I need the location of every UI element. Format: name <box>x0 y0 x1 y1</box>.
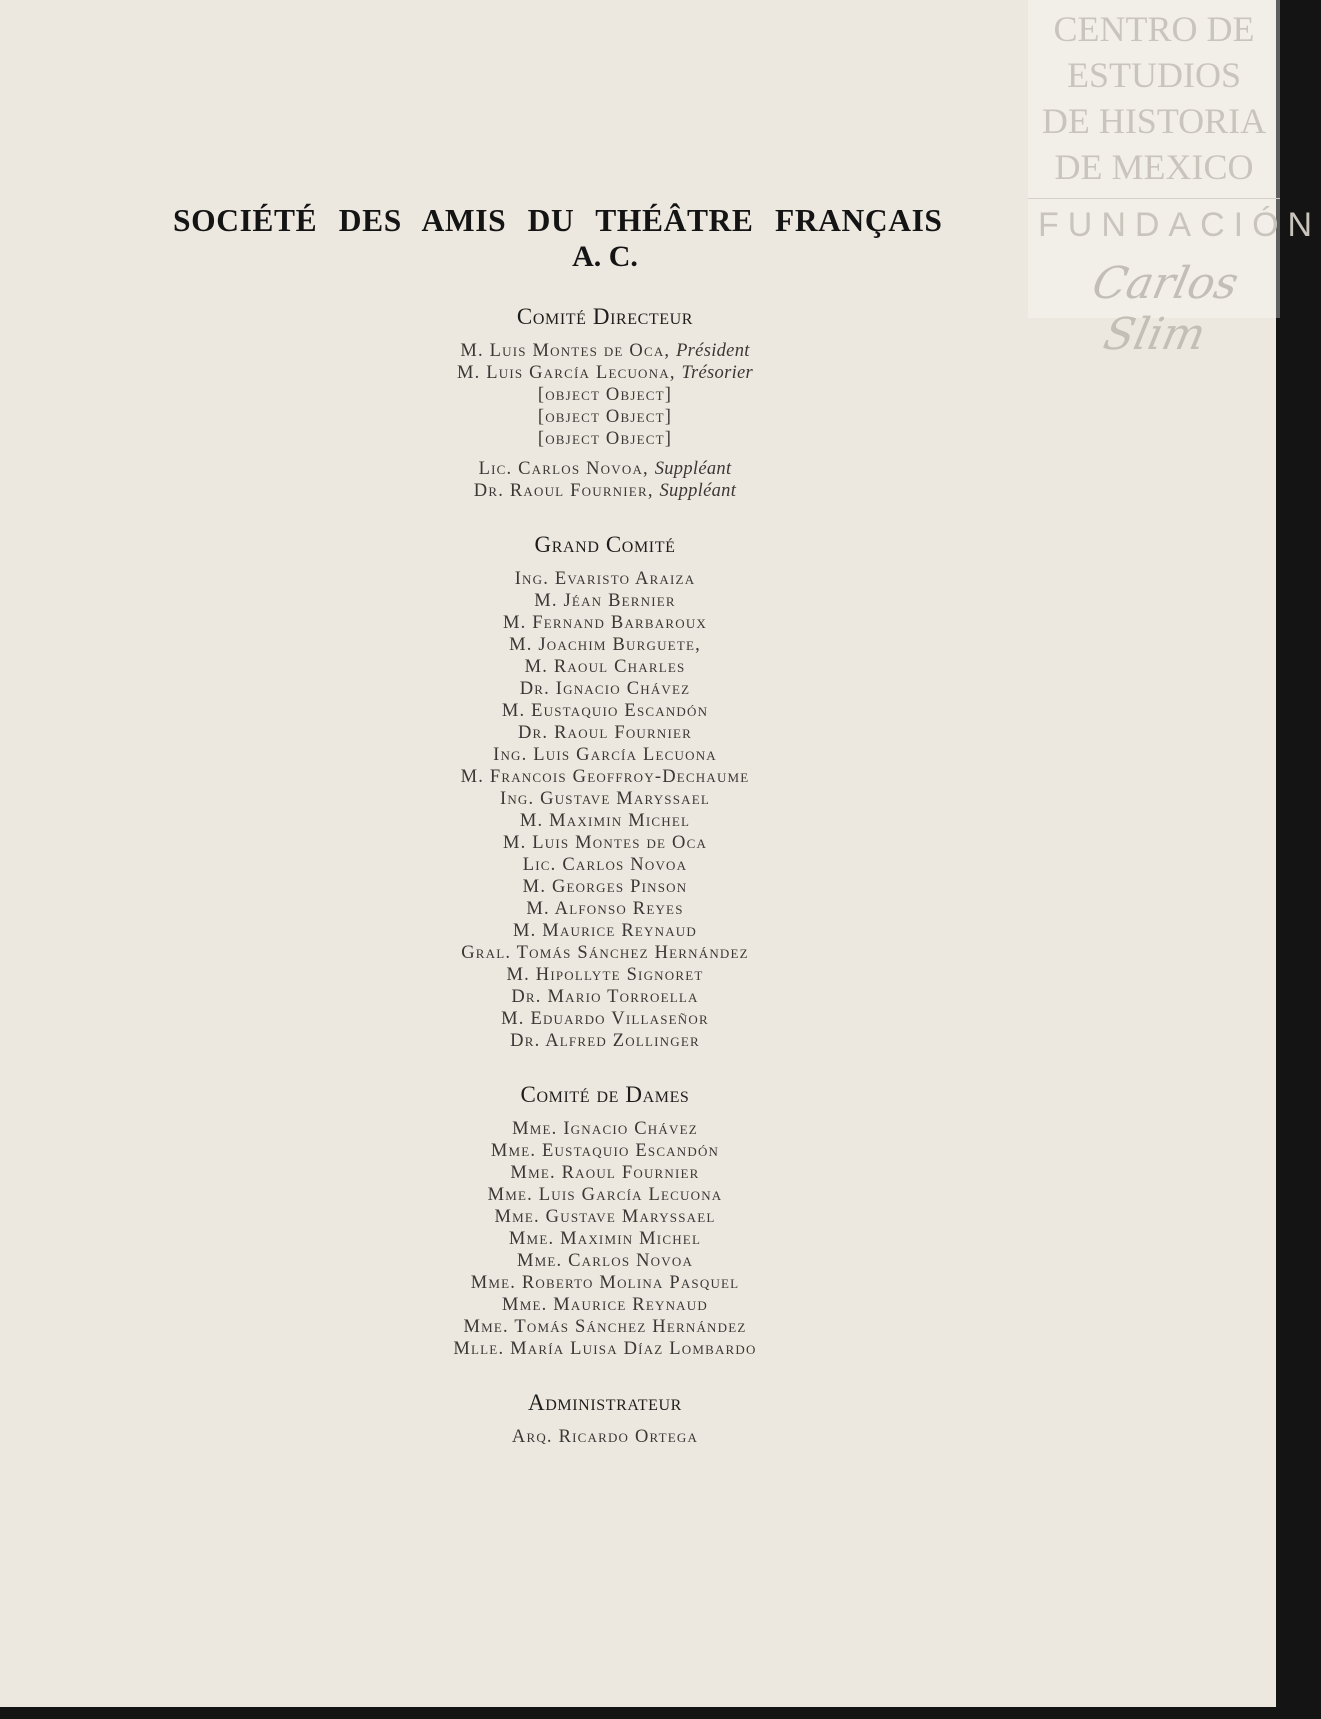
member-line <box>370 678 840 700</box>
member-role: Suppléant <box>659 481 737 501</box>
member-name: Dr. Raoul Fournier <box>517 723 693 743</box>
watermark-line: DE MEXICO <box>1054 147 1254 187</box>
member-name: M. Fernand Barbaroux <box>502 613 708 633</box>
page-title: SOCIÉTÉ DES AMIS DU THÉÂTRE FRANÇAIS <box>173 203 943 238</box>
member-line <box>370 1008 840 1030</box>
member-name: Dr. Mario Torroella <box>511 987 699 1007</box>
member-name: Mme. Gustave Maryssael <box>494 1207 716 1227</box>
member-role: Suppléant <box>654 459 732 479</box>
archive-watermark <box>1028 0 1321 360</box>
member-line <box>370 1272 840 1294</box>
watermark-line: ESTUDIOS <box>1066 55 1241 95</box>
spacer <box>370 450 840 458</box>
member-name: Lic. Carlos Novoa <box>522 855 688 875</box>
member-line <box>370 920 840 942</box>
member-line <box>370 1250 840 1272</box>
section-heading-administrateur: Administrateur <box>528 1390 682 1415</box>
member-name: Dr. Ignacio Chávez <box>519 679 691 699</box>
member-line <box>370 428 840 450</box>
member-line <box>370 656 840 678</box>
member-line <box>370 406 840 428</box>
member-name: Mlle. María Luisa Díaz Lombardo <box>453 1339 757 1359</box>
member-name: M. Eduardo Villaseñor <box>501 1009 709 1029</box>
member-line <box>370 722 840 744</box>
member-line <box>370 1162 840 1184</box>
member-name: Dr. Raoul Fournier <box>473 481 648 501</box>
member-name: Mme. Maximin Michel <box>508 1229 702 1249</box>
member-line <box>370 1184 840 1206</box>
member-name: Mme. Ignacio Chávez <box>512 1119 698 1139</box>
watermark-divider <box>1028 198 1280 199</box>
member-name: M. Luis García Lecuona <box>456 363 670 383</box>
member-line <box>370 766 840 788</box>
member-name: Mme. Raoul Fournier <box>510 1163 700 1183</box>
section-heading-comite-de-dames: Comité de Dames <box>520 1082 690 1107</box>
member-name: M. Maurice Reynaud <box>513 921 697 941</box>
member-name: M. Luis Montes de Oca <box>460 341 665 361</box>
member-line <box>370 1140 840 1162</box>
member-name: Ing. Evaristo Araiza <box>514 569 696 589</box>
member-line <box>370 1316 840 1338</box>
member-line <box>370 1030 840 1052</box>
grand-comite-list <box>370 568 840 1052</box>
watermark-signature: Carlos Slim <box>1087 258 1243 360</box>
watermark-text <box>1028 6 1280 190</box>
member-name: M. Raoul Charles <box>524 657 686 677</box>
administrateur-list <box>370 1426 840 1448</box>
member-line <box>370 568 840 590</box>
watermark-line: DE HISTORIA <box>1041 101 1267 141</box>
comite-de-dames-list <box>370 1118 840 1360</box>
member-name: Mme. Luis García Lecuona <box>487 1185 723 1205</box>
member-name: M. Francois Geoffroy-Dechaume <box>460 767 750 787</box>
member-name: [object Object] <box>537 429 673 449</box>
member-line <box>370 1206 840 1228</box>
watermark-line: CENTRO DE <box>1053 9 1255 49</box>
member-name: Gral. Tomás Sánchez Hernández <box>461 943 749 963</box>
suppleants-list <box>370 458 840 502</box>
section-heading-comite-directeur: Comité Directeur <box>516 304 694 329</box>
member-line: M. Luis Montes de Oca, Président <box>460 341 750 361</box>
member-role: Président <box>676 341 750 361</box>
page-subtitle: A. C. <box>572 240 638 273</box>
member-line <box>370 898 840 920</box>
member-line <box>370 700 840 722</box>
member-name: Ing. Gustave Maryssael <box>499 789 711 809</box>
section-heading-grand-comite: Grand Comité <box>534 532 676 557</box>
member-line <box>370 744 840 766</box>
member-line: M. Luis García Lecuona, Trésorier <box>456 363 754 383</box>
member-name: Arq. Ricardo Ortega <box>511 1427 699 1447</box>
member-line <box>370 788 840 810</box>
member-name: Mme. Tomás Sánchez Hernández <box>463 1317 747 1337</box>
member-line <box>370 1118 840 1140</box>
member-line <box>370 876 840 898</box>
member-name: Mme. Carlos Novoa <box>516 1251 694 1271</box>
member-name: M. Luis Montes de Oca <box>502 833 708 853</box>
member-name: Lic. Carlos Novoa <box>478 459 644 479</box>
member-name: [object Object] <box>537 407 673 427</box>
member-line: Lic. Carlos Novoa, Suppléant <box>478 459 732 479</box>
member-line: Dr. Raoul Fournier, Suppléant <box>473 481 737 501</box>
member-name: M. Maximin Michel <box>519 811 691 831</box>
member-line <box>370 1228 840 1250</box>
member-name: M. Eustaquio Escandón <box>501 701 709 721</box>
member-name: M. Jéan Bernier <box>534 591 676 611</box>
member-line <box>370 384 840 406</box>
watermark-fundacion: FUNDACIÓN <box>1038 206 1321 244</box>
member-line <box>370 1426 840 1448</box>
member-name: M. Alfonso Reyes <box>526 899 684 919</box>
member-name: Ing. Luis García Lecuona <box>493 745 717 765</box>
member-name: M. Joachim Burguete, <box>509 635 701 655</box>
member-line <box>370 986 840 1008</box>
member-role: Trésorier <box>681 363 754 383</box>
member-name: [object Object] <box>537 385 673 405</box>
member-line <box>370 1294 840 1316</box>
member-name: Mme. Maurice Reynaud <box>502 1295 708 1315</box>
member-line <box>370 590 840 612</box>
member-line <box>370 832 840 854</box>
member-line <box>370 964 840 986</box>
member-line <box>370 854 840 876</box>
member-lists <box>370 198 840 1448</box>
member-name: Mme. Roberto Molina Pasquel <box>470 1273 740 1293</box>
member-name: M. Georges Pinson <box>522 877 688 897</box>
member-line <box>370 612 840 634</box>
member-name: Dr. Alfred Zollinger <box>510 1031 700 1051</box>
member-name: M. Hipollyte Signoret <box>506 965 704 985</box>
member-line <box>370 810 840 832</box>
member-line <box>370 1338 840 1360</box>
member-line <box>370 942 840 964</box>
comite-directeur-list <box>370 340 840 450</box>
member-line <box>370 634 840 656</box>
member-name: Mme. Eustaquio Escandón <box>490 1141 720 1161</box>
